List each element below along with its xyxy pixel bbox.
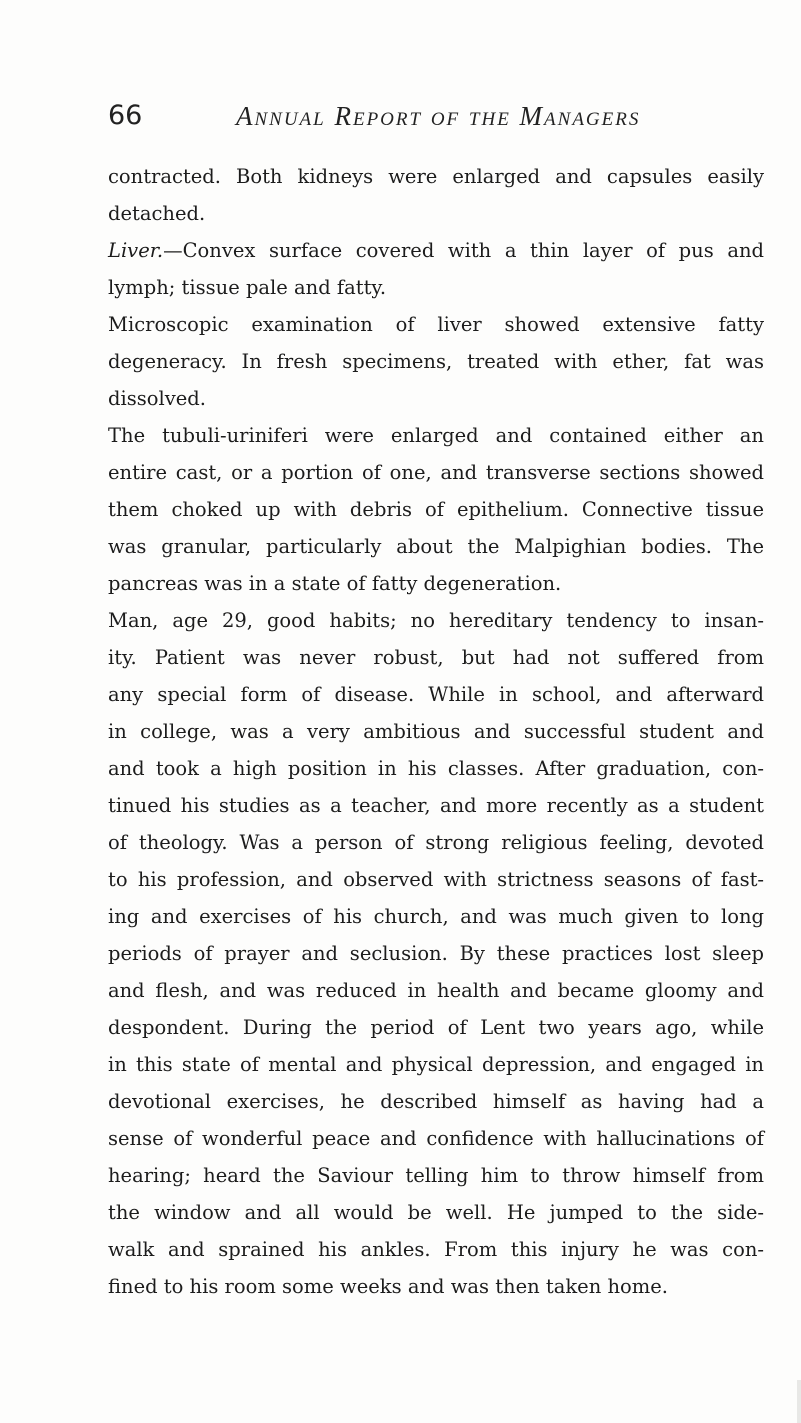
text-line: The tubuli-uriniferi were enlarged and contained either an <box>108 424 764 447</box>
page-edge-shadow <box>797 1380 801 1423</box>
text-line: hearing; heard the Saviour telling him to throw himself from <box>108 1164 764 1187</box>
text-line: of theology. Was a person of strong religious feeling, devoted <box>108 831 764 854</box>
text-line: degeneracy. In fresh specimens, treated with ether, fat was <box>108 350 764 373</box>
text-line: in college, was a very ambitious and successful student and <box>108 720 764 743</box>
text-line: detached. <box>108 202 206 225</box>
running-title: Annual Report of the Managers <box>236 101 641 131</box>
text-line: in this state of mental and physical depression, and engaged in <box>108 1053 764 1076</box>
text-line: the window and all would be well. He jumped to the side- <box>108 1201 764 1224</box>
text-line: Man, age 29, good habits; no hereditary tendency to insan- <box>108 609 764 632</box>
page-number: 66 <box>108 100 143 131</box>
text-line: tinued his studies as a teacher, and more recently as a student <box>108 794 764 817</box>
text-line: fined to his room some weeks and was then taken home. <box>108 1275 669 1298</box>
text-line: them choked up with debris of epithelium. Connective tissue <box>108 498 764 521</box>
text-line: ity. Patient was never robust, but had not suffered from <box>108 646 764 669</box>
text-line: walk and sprained his ankles. From this injury he was con- <box>108 1238 764 1261</box>
text-line: sense of wonderful peace and confidence with hallucinations of <box>108 1127 764 1150</box>
text-line-liver <box>108 232 764 269</box>
page-header <box>108 96 748 136</box>
text-line: to his profession, and observed with strictness seasons of fast- <box>108 868 764 891</box>
text-line: Microscopic examination of liver showed extensive fatty <box>108 313 764 336</box>
text-line: any special form of disease. While in school, and afterward <box>108 683 764 706</box>
text-line: was granular, particularly about the Malpighian bodies. The <box>108 535 764 558</box>
text-line: pancreas was in a state of fatty degeneration. <box>108 572 562 595</box>
text-line: and took a high position in his classes. After graduation, con- <box>108 757 764 780</box>
text-line: despondent. During the period of Lent two years ago, while <box>108 1016 764 1039</box>
text-line: dissolved. <box>108 387 206 410</box>
body-text <box>108 158 764 1305</box>
text-line: periods of prayer and seclusion. By these practices lost sleep <box>108 942 764 965</box>
text-line: contracted. Both kidneys were enlarged and capsules easily <box>108 165 764 188</box>
liver-heading: Liver. <box>108 239 164 262</box>
text-line: devotional exercises, he described himself as having had a <box>108 1090 764 1113</box>
text-line: and flesh, and was reduced in health and became gloomy and <box>108 979 764 1002</box>
liver-text: —Convex surface covered with a thin layer of pus and <box>163 239 764 262</box>
text-line: lymph; tissue pale and fatty. <box>108 276 387 299</box>
text-line: entire cast, or a portion of one, and transverse sections showed <box>108 461 764 484</box>
text-line: ing and exercises of his church, and was much given to long <box>108 905 764 928</box>
